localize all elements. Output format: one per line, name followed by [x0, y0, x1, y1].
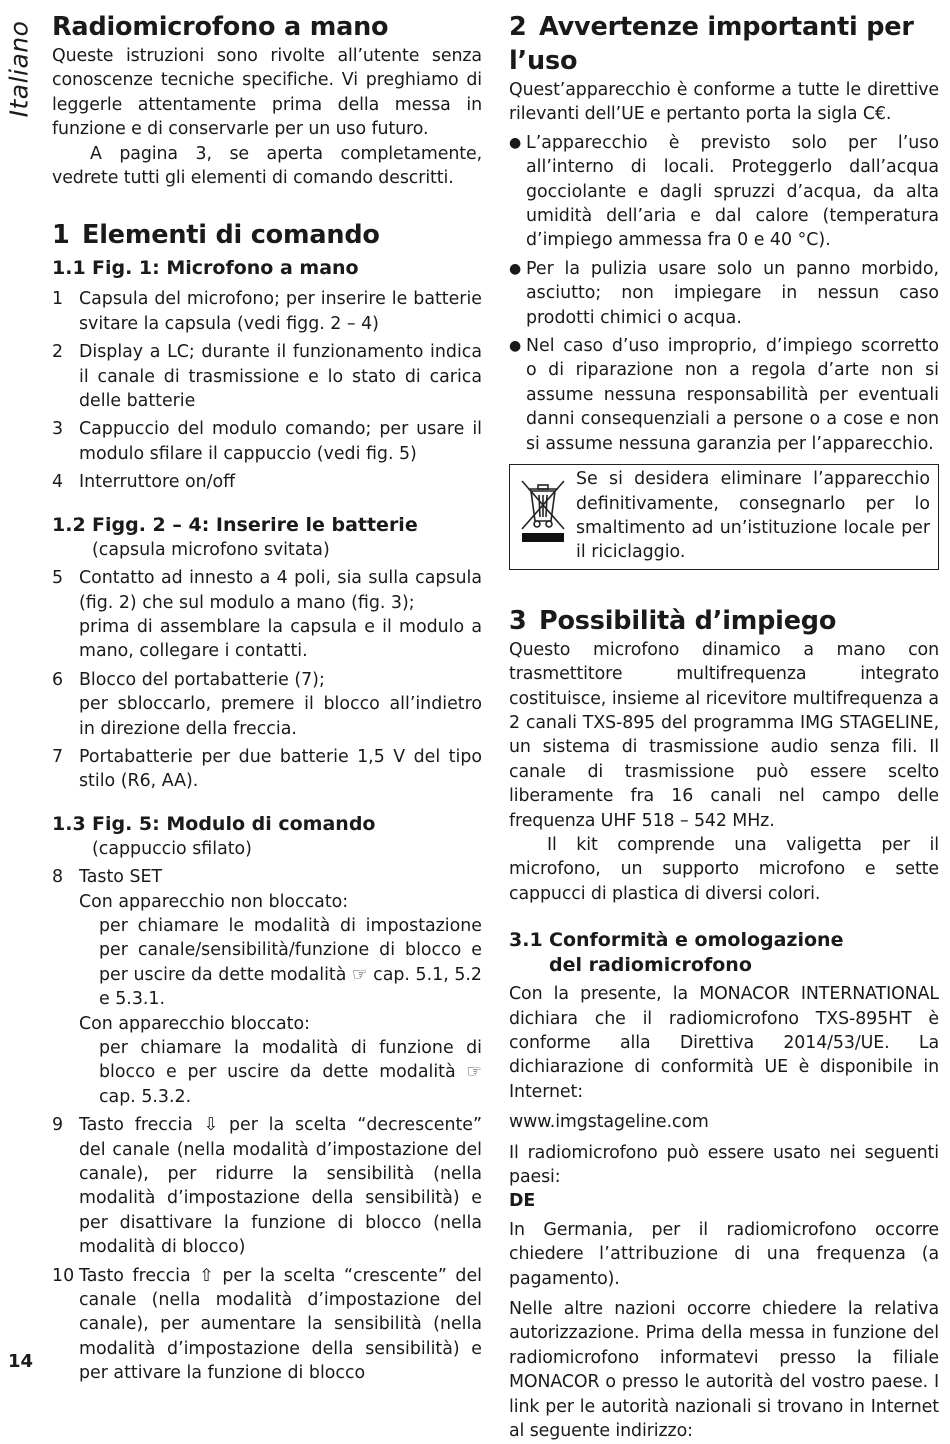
item-text: Tasto freccia ⇩ per la scelta “decrescente” del canale (nella modalità d’impostazione del canale), per ridurre la sensibilità (nella modalità d’impostazione della sensibilità) e per disattivare la funzione di blocco (nella modalità di blocco): [79, 1115, 482, 1258]
section-paragraph: Nelle altre nazioni occorre chiedere la relativa autorizzazione. Prima della messa in funzione del radiomicrofono informatevi presso la filiale MONACOR o presso le autorità del vostro paese. I link per le autorità nazionali si trovano in Internet al seguente indirizzo:: [509, 1299, 939, 1442]
list-item: [52, 865, 482, 1109]
item-text: Portabatterie per due batterie 1,5 V del tipo stilo (R6, AA).: [79, 746, 482, 792]
language-tab: [2, 14, 36, 124]
subsection-title: Conformità e omologazione: [549, 929, 844, 952]
bullet-icon: ●: [509, 260, 522, 277]
subsection-number: 1.3: [52, 812, 86, 835]
subsection-title: Figg. 2 – 4: Inserire le batterie: [92, 513, 418, 536]
bullet-icon: ●: [509, 134, 522, 151]
section-paragraph: Questo microfono dinamico a mano con trasmettitore multifrequenza integrato costituisce, insieme al ricevitore multifrequenza a 2 canali TXS-895 del programma IMG STAGELINE, un sistema di trasmissione audio senza fili. Il canale di trasmissione può essere scelto liberamente fra 16 canali nel campo delle frequenza UHF 518 – 542 MHz.: [509, 639, 939, 831]
section-paragraph: Il kit comprende una valigetta per il microfono, un supporto microfono e sette cappucci di plastica di diversi colori.: [509, 834, 939, 904]
list-item: [52, 470, 482, 494]
bullet-text: L’apparecchio è previsto solo per l’uso all’interno di locali. Proteggerlo dall’acqua gocciolante e dagli spruzzi d’acqua, da alta umidità dell’aria e dal calore (temperatura d’impiego ammessa fra 0 e 40 °C).: [526, 132, 939, 251]
section-number: 1: [52, 220, 70, 251]
bullet-item: [509, 131, 939, 253]
item-number: 6: [52, 669, 64, 690]
disposal-text: Se si desidera eliminare l’apparecchio definitivamente, consegnarlo per lo smaltimento ad un’istituzione locale per il riciclaggio.: [576, 469, 930, 563]
subsection-heading: [52, 256, 482, 281]
item-label: Con apparecchio bloccato:: [79, 1013, 310, 1034]
section-heading: [509, 604, 939, 638]
subsection-note: (capsula microfono svitata): [92, 539, 330, 560]
item-number: 3: [52, 419, 64, 440]
item-number: 10: [52, 1265, 75, 1286]
item-text: per chiamare le modalità di impostazione per canale/sensibilità/funzione di blocco e per uscire da dette modalità ☞ cap. 5.1, 5.2 e 5.3.1.: [99, 915, 482, 1010]
subsection-title-continued: del radiomicrofono: [549, 954, 752, 977]
list-item: [52, 566, 482, 664]
subsection-number: 1.1: [52, 257, 86, 280]
item-number: 9: [52, 1115, 64, 1136]
disposal-notice: [509, 464, 939, 570]
item-number: 7: [52, 746, 64, 767]
section-number: 2: [509, 12, 527, 42]
subsection-note: (cappuccio sfilato): [92, 838, 252, 859]
list-item: [52, 1264, 482, 1386]
paragraph-text: (a pagamento).: [509, 1244, 940, 1289]
intro-paragraph: Queste istruzioni sono rivolte all’utente senza conoscenze tecniche specifiche. Vi preghiamo di leggerle attentamente prima della messa in funzione e di conservarle per un uso futuro.: [52, 46, 482, 140]
list-item: [52, 417, 482, 466]
subsection-number: 3.1: [509, 929, 543, 952]
item-text: Cappuccio del modulo comando; per usare il modulo sfilare il cappuccio (vedi fig. 5): [79, 419, 482, 464]
list-item: [52, 1113, 482, 1259]
section-intro: Quest’apparecchio è conforme a tutte le direttive rilevanti dell’UE e pertanto porta la sigla C€.: [509, 80, 939, 125]
right-column: [509, 10, 939, 1444]
section-title: Elementi di comando: [82, 220, 380, 251]
list-item: [52, 340, 482, 413]
subsection-title: Fig. 1: Microfono a mano: [92, 257, 359, 280]
country-code: DE: [509, 1191, 536, 1212]
list-item: [52, 668, 482, 741]
emphasized-text: l’attribuzione di una frequenza: [599, 1244, 907, 1265]
bullet-item: [509, 257, 939, 330]
bullet-text: Per la pulizia usare solo un panno morbido, asciutto; non impiegare in nessun caso prodotti chimici o acqua.: [526, 258, 939, 328]
item-title: Tasto SET: [79, 867, 163, 888]
subsection-heading: [52, 513, 482, 538]
subsection-number: 1.2: [52, 513, 86, 536]
language-label: Italiano: [4, 20, 34, 118]
list-item: [52, 745, 482, 794]
intro-paragraph-2: A pagina 3, se aperta completamente, vedrete tutti gli elementi di comando descritti.: [52, 143, 482, 189]
item-text: Blocco del portabatterie (7);: [79, 669, 325, 690]
item-text: Tasto freccia ⇧ per la scelta “crescente” del canale (nella modalità d’impostazione del canale), per aumentare la sensibilità (nella modalità d’impostazione della sensibilità) e per attivare la funzione di blocco: [79, 1265, 482, 1384]
section-title: Avvertenze importanti per l’uso: [509, 12, 914, 76]
bullet-item: [509, 334, 939, 456]
item-text: Interruttore on/off: [79, 472, 236, 493]
item-text: per sbloccarlo, premere il blocco all’indietro in direzione della freccia.: [79, 694, 482, 739]
item-text: prima di assemblare la capsula e il modulo a mano, collegare i contatti.: [79, 616, 482, 662]
list-item: [52, 287, 482, 336]
section-number: 3: [509, 605, 527, 636]
left-column: [52, 10, 482, 1386]
bullet-icon: ●: [509, 338, 522, 355]
item-text: Capsula del microfono; per inserire le batterie svitare la capsula (vedi figg. 2 – 4): [79, 289, 482, 334]
bullet-text: Nel caso d’uso improprio, d’impiego scorretto o di riparazione non a regola d’arte non si assume nessuna responsabilità per eventuali danni consequenziali a persone o a cose e non si assume nessuna garanzia per l’apparecchio.: [526, 336, 939, 454]
item-body: [79, 566, 482, 664]
item-number: 8: [52, 867, 64, 888]
section-heading: [509, 10, 939, 78]
section-paragraph: Con la presente, la MONACOR INTERNATIONAL dichiara che il radiomicrofono TXS-895HT è conforme alla Direttiva 2014/53/UE. La dichiarazione di conformità UE è disponibile in Internet:: [509, 984, 939, 1102]
subsection-title: Fig. 5: Modulo di comando: [92, 812, 376, 835]
paragraph-text: In Germania, per il radiomicrofono occorre chiedere: [509, 1219, 939, 1265]
document-title: Radiomicrofono a mano: [52, 12, 389, 42]
website-url: www.imgstageline.com: [509, 1112, 709, 1133]
item-label: Con apparecchio non bloccato:: [79, 891, 349, 912]
crossed-out-wheelie-bin-icon: [518, 467, 576, 565]
item-body: [79, 865, 482, 1109]
subsection-heading: [52, 812, 482, 837]
section-title: Possibilità d’impiego: [539, 605, 837, 636]
item-body: [79, 668, 482, 741]
section-heading: [52, 218, 482, 252]
section-paragraph: [509, 1218, 939, 1291]
item-number: 2: [52, 342, 64, 363]
page-number: 14: [8, 1351, 34, 1372]
item-number: 4: [52, 472, 64, 493]
item-number: 1: [52, 289, 64, 310]
item-text: Contatto ad innesto a 4 poli, sia sulla capsula (fig. 2) che sul modulo a mano (fig. 3);: [79, 568, 482, 613]
item-text: per chiamare la modalità di funzione di blocco e per uscire da dette modalità ☞ cap. 5.3.2.: [99, 1038, 482, 1107]
subsection-heading: [509, 928, 939, 978]
item-text: Display a LC; durante il funzionamento indica il canale di trasmissione e lo stato di carica delle batterie: [79, 342, 482, 412]
item-number: 5: [52, 568, 64, 589]
section-paragraph: Il radiomicrofono può essere usato nei seguenti paesi:: [509, 1142, 939, 1188]
